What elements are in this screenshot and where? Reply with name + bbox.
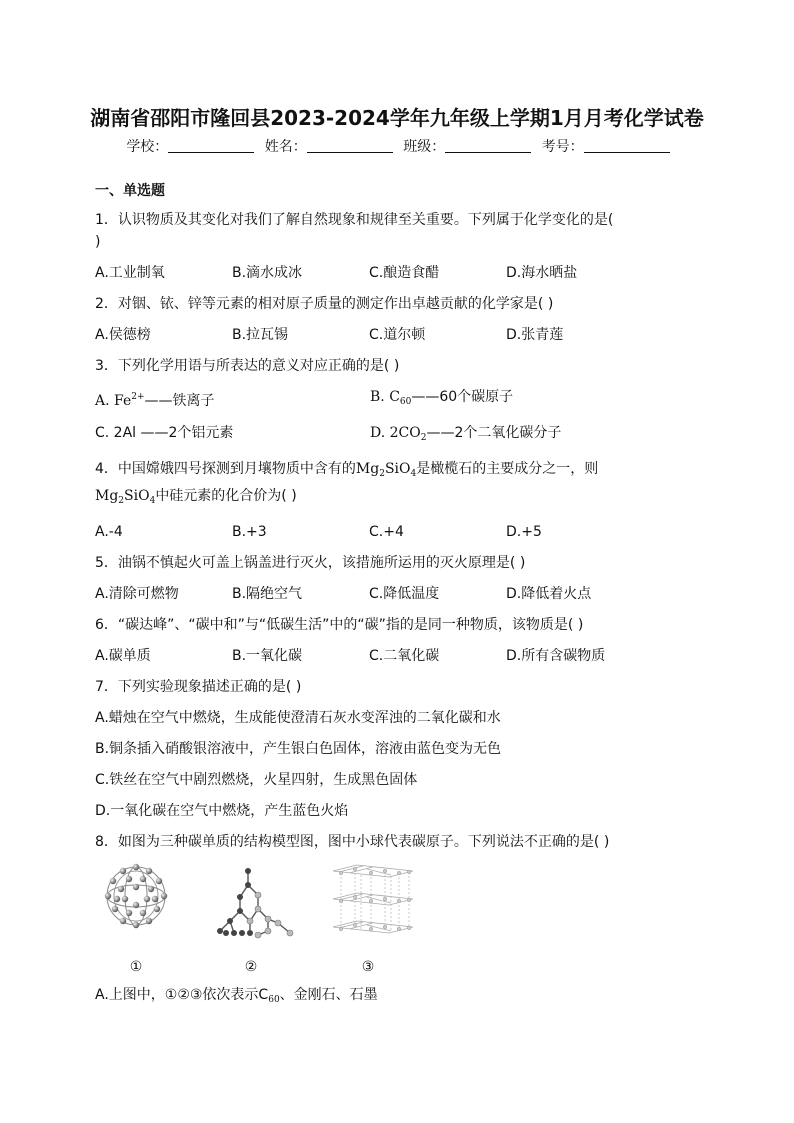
question-7-option-c bbox=[95, 769, 715, 791]
section-heading: 一、单选题 bbox=[95, 183, 165, 199]
formula-mg: Mg bbox=[355, 461, 380, 477]
class-blank[interactable] bbox=[445, 138, 531, 153]
option-b[interactable]: B.铜条插入硝酸银溶液中，产生银白色固体，溶液由蓝色变为无色 bbox=[95, 741, 502, 757]
question-8-stem: 8．如图为三种碳单质的结构模型图，图中小球代表碳原子。下列说法不正确的是( ) bbox=[95, 834, 610, 850]
name-blank[interactable] bbox=[307, 138, 393, 153]
questions bbox=[95, 180, 715, 1020]
option-b[interactable]: B.+3 bbox=[232, 524, 267, 540]
option-d[interactable]: D.降低着火点 bbox=[506, 586, 592, 602]
option-d[interactable] bbox=[370, 422, 645, 449]
option-a[interactable]: A.蜡烛在空气中燃烧，生成能使澄清石灰水变浑浊的二氧化碳和水 bbox=[95, 710, 501, 726]
fullerene-model-image bbox=[103, 863, 169, 929]
question-4-text-1: 4．中国嫦娥四号探测到月壤物质中含有的 bbox=[95, 461, 356, 477]
option-c[interactable]: C.二氧化碳 bbox=[369, 648, 440, 664]
question-2-stem: 2．对铟、铱、锌等元素的相对原子质量的测定作出卓越贡献的化学家是( ) bbox=[95, 296, 554, 312]
question-7-option-b bbox=[95, 738, 715, 760]
question-6-options bbox=[95, 645, 715, 667]
option-a-meaning: ——铁离子 bbox=[144, 393, 215, 409]
carbon-structure-figures bbox=[95, 863, 715, 978]
option-a[interactable] bbox=[95, 984, 695, 1011]
option-a-text-1: A.上图中，①②③依次表示C bbox=[95, 987, 269, 1003]
subscript-2: 2 bbox=[420, 433, 427, 443]
option-d[interactable]: D.一氧化碳在空气中燃烧，产生蓝色火焰 bbox=[95, 803, 349, 819]
school-blank[interactable] bbox=[168, 138, 254, 153]
option-a[interactable]: A.-4 bbox=[95, 524, 123, 540]
student-info-line bbox=[0, 136, 794, 156]
option-d[interactable]: D.张青莲 bbox=[506, 327, 564, 343]
sub-4: 4 bbox=[149, 496, 156, 506]
option-c[interactable]: C.酿造食醋 bbox=[369, 265, 440, 281]
school-label: 学校： bbox=[126, 139, 169, 155]
formula-sio: SiO bbox=[124, 488, 150, 504]
option-a[interactable]: A.清除可燃物 bbox=[95, 586, 179, 602]
exam-number-label: 考号： bbox=[541, 139, 584, 155]
option-c[interactable]: C.+4 bbox=[369, 524, 404, 540]
figure-label-1: ① bbox=[129, 959, 143, 975]
question-4-stem bbox=[95, 458, 715, 512]
page-title: 湖南省邵阳市隆回县2023-2024学年九年级上学期1月月考化学试卷 bbox=[90, 106, 704, 130]
option-d[interactable]: D.海水晒盐 bbox=[506, 265, 578, 281]
option-c[interactable]: C.铁丝在空气中剧烈燃烧，火星四射，生成黑色固体 bbox=[95, 772, 418, 788]
option-a[interactable]: A.侯德榜 bbox=[95, 327, 151, 343]
option-d[interactable]: D.+5 bbox=[506, 524, 542, 540]
option-b-meaning: ——60个碳原子 bbox=[411, 389, 514, 405]
question-2-options bbox=[95, 324, 715, 346]
question-4-options bbox=[95, 521, 715, 543]
option-d[interactable]: D.所有含碳物质 bbox=[506, 648, 606, 664]
option-b[interactable]: B.一氧化碳 bbox=[232, 648, 303, 664]
diamond-model-image bbox=[210, 863, 302, 943]
question-4-text-2: 是橄榄石的主要成分之一，则 bbox=[416, 461, 599, 477]
question-1-paren: ) bbox=[95, 234, 101, 250]
sub-2: 2 bbox=[118, 496, 125, 506]
question-8-option-a bbox=[95, 984, 715, 1011]
sub-4: 4 bbox=[410, 469, 417, 479]
question-1-text: 1．认识物质及其变化对我们了解自然现象和规律至关重要。下列属于化学变化的是( bbox=[95, 212, 614, 228]
option-b[interactable]: B.拉瓦锡 bbox=[232, 327, 289, 343]
formula-2co: D. 2CO bbox=[370, 425, 421, 441]
question-4-text-3: 中硅元素的化合价为( ) bbox=[155, 488, 297, 504]
question-1-stem bbox=[95, 209, 715, 253]
option-a[interactable] bbox=[95, 386, 370, 413]
question-7-stem: 7．下列实验现象描述正确的是( ) bbox=[95, 679, 302, 695]
option-a-text-2: 、金刚石、石墨 bbox=[279, 987, 378, 1003]
option-b[interactable]: B.隔绝空气 bbox=[232, 586, 303, 602]
option-c[interactable]: C.道尔顿 bbox=[369, 327, 426, 343]
question-6-stem: 6．“碳达峰”、“碳中和”与“低碳生活”中的“碳”指的是同一种物质，该物质是( ) bbox=[95, 617, 584, 633]
option-b[interactable]: B.滴水成冰 bbox=[232, 265, 303, 281]
subscript-60: 60 bbox=[399, 397, 412, 407]
formula-fe: A. Fe bbox=[95, 393, 132, 409]
question-7-option-a bbox=[95, 707, 715, 729]
figure-label-3: ③ bbox=[361, 959, 375, 975]
question-3-stem: 3．下列化学用语与所表达的意义对应正确的是( ) bbox=[95, 358, 400, 374]
option-a[interactable]: A.碳单质 bbox=[95, 648, 151, 664]
sub-2: 2 bbox=[379, 469, 385, 479]
question-1-options bbox=[95, 262, 715, 284]
option-c[interactable]: C.降低温度 bbox=[369, 586, 440, 602]
question-3-options-ab bbox=[95, 386, 715, 413]
subscript-60: 60 bbox=[268, 995, 280, 1005]
formula-sio: SiO bbox=[384, 461, 411, 477]
option-c[interactable]: C. 2Al ——2个铝元素 bbox=[95, 425, 234, 441]
option-d-meaning: ——2个二氧化碳分子 bbox=[426, 425, 562, 441]
option-b[interactable] bbox=[370, 386, 645, 413]
question-5-stem: 5．油锅不慎起火可盖上锅盖进行灭火，该措施所运用的灭火原理是( ) bbox=[95, 555, 526, 571]
charge-superscript: 2+ bbox=[131, 392, 145, 402]
exam-number-blank[interactable] bbox=[584, 138, 670, 153]
class-label: 班级： bbox=[403, 139, 446, 155]
graphite-model-image bbox=[327, 863, 419, 945]
formula-mg: Mg bbox=[95, 488, 119, 504]
question-3-options-cd bbox=[95, 422, 715, 449]
figure-label-2: ② bbox=[244, 959, 258, 975]
name-label: 姓名： bbox=[264, 139, 307, 155]
question-5-options bbox=[95, 583, 715, 605]
option-a[interactable]: A.工业制氧 bbox=[95, 265, 165, 281]
formula-c: B. C bbox=[370, 389, 400, 405]
question-7-option-d bbox=[95, 800, 715, 822]
